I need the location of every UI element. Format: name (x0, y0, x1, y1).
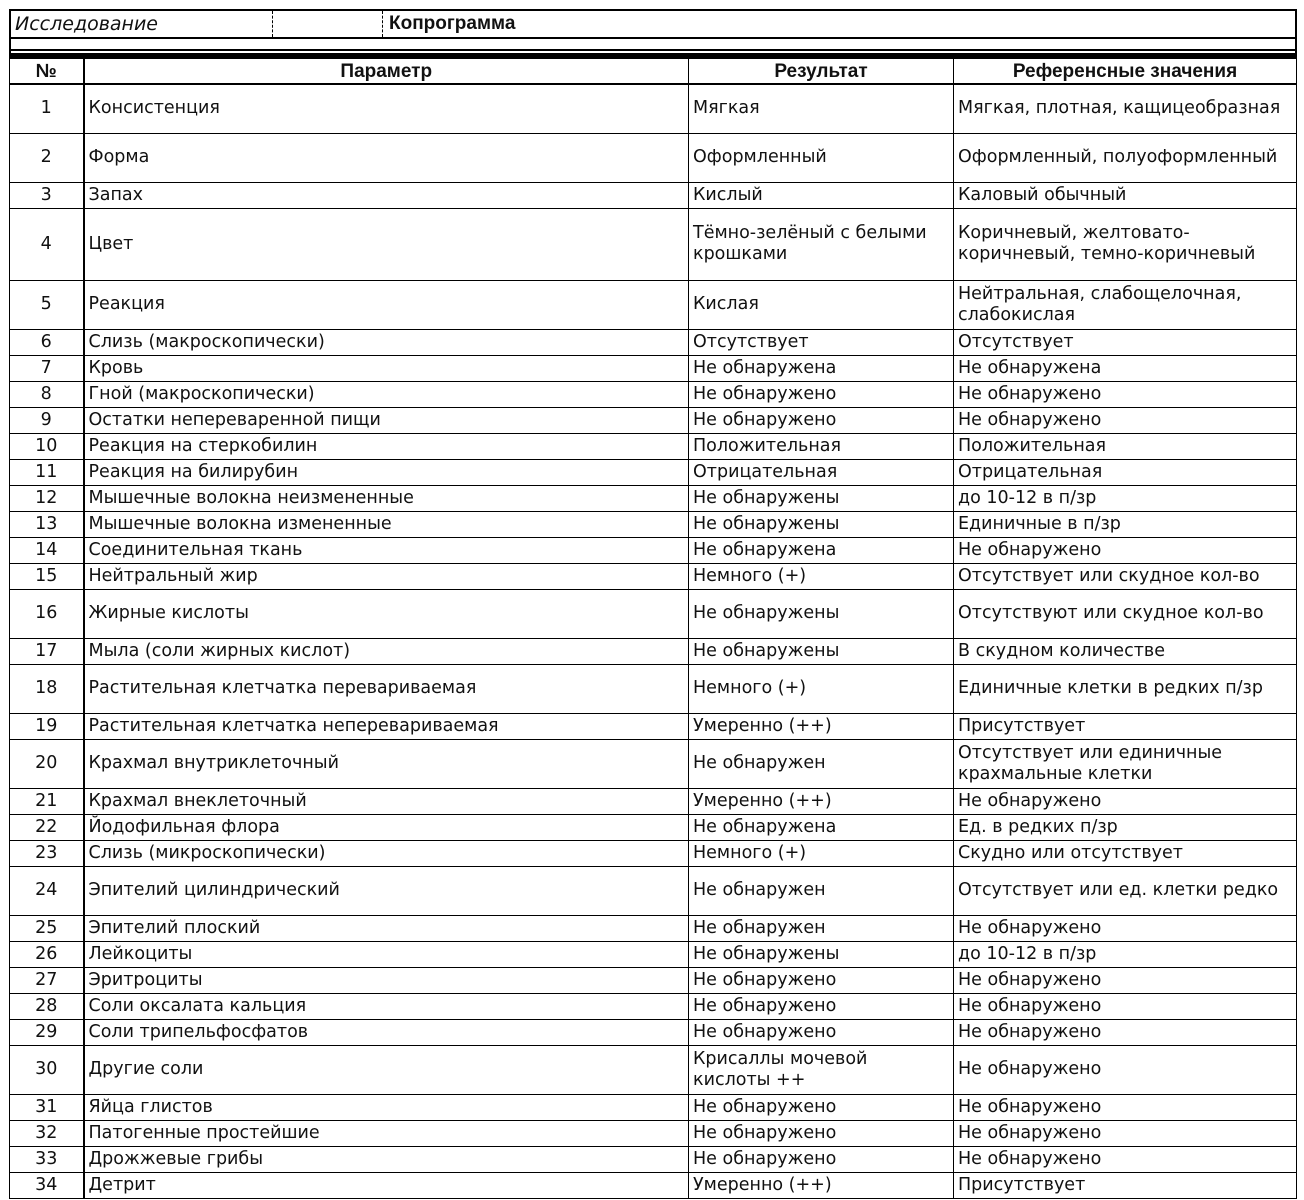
row-number: 4 (10, 208, 84, 280)
row-reference: Отсутствует (954, 329, 1297, 355)
row-parameter: Растительная клетчатка неперевариваемая (84, 713, 689, 739)
row-number: 33 (10, 1146, 84, 1172)
row-reference: Не обнаружено (954, 537, 1297, 563)
row-parameter: Консистенция (84, 84, 689, 133)
row-parameter: Соединительная ткань (84, 537, 689, 563)
row-number: 5 (10, 280, 84, 329)
row-parameter: Нейтральный жир (84, 563, 689, 589)
row-result: Не обнаружены (689, 589, 954, 638)
row-parameter: Мыла (соли жирных кислот) (84, 638, 689, 664)
header-spacer-row (11, 39, 1295, 51)
row-parameter: Жирные кислоты (84, 589, 689, 638)
row-reference: Единичные в п/зр (954, 511, 1297, 537)
table-row (10, 1146, 1297, 1172)
row-reference: Не обнаружено (954, 1120, 1297, 1146)
row-result: Не обнаружено (689, 1019, 954, 1045)
table-row (10, 511, 1297, 537)
row-result: Не обнаружены (689, 485, 954, 511)
table-row (10, 788, 1297, 814)
row-parameter: Крахмал внеклеточный (84, 788, 689, 814)
row-number: 20 (10, 739, 84, 788)
row-parameter: Остатки непереваренной пищи (84, 407, 689, 433)
row-reference: Не обнаружено (954, 1146, 1297, 1172)
row-reference: Ед. в редких п/зр (954, 814, 1297, 840)
row-parameter: Яйца глистов (84, 1094, 689, 1120)
table-row (10, 433, 1297, 459)
row-result: Немного (+) (689, 563, 954, 589)
table-row (10, 280, 1297, 329)
row-parameter: Растительная клетчатка перевариваемая (84, 664, 689, 713)
row-parameter: Реакция на стеркобилин (84, 433, 689, 459)
table-row (10, 537, 1297, 563)
row-result: Не обнаружена (689, 537, 954, 563)
table-row (10, 967, 1297, 993)
header-row (11, 11, 1295, 39)
row-parameter: Кровь (84, 355, 689, 381)
row-reference: В скудном количестве (954, 638, 1297, 664)
table-row (10, 563, 1297, 589)
row-reference: Не обнаружено (954, 967, 1297, 993)
row-reference: до 10-12 в п/зр (954, 941, 1297, 967)
table-row (10, 840, 1297, 866)
row-result: Оформленный (689, 133, 954, 182)
row-reference: Присутствует (954, 1172, 1297, 1198)
row-reference: Отрицательная (954, 459, 1297, 485)
row-result: Не обнаружено (689, 1094, 954, 1120)
row-number: 1 (10, 84, 84, 133)
row-result: Не обнаружено (689, 993, 954, 1019)
row-result: Не обнаружено (689, 407, 954, 433)
row-reference: Оформленный, полуоформленный (954, 133, 1297, 182)
table-row (10, 182, 1297, 208)
row-reference: Отсутствуют или скудное кол-во (954, 589, 1297, 638)
row-number: 24 (10, 866, 84, 915)
row-number: 6 (10, 329, 84, 355)
row-reference: Нейтральная, слабощелочная, слабокислая (954, 280, 1297, 329)
row-parameter: Детрит (84, 1172, 689, 1198)
row-result: Не обнаружен (689, 739, 954, 788)
row-reference: Не обнаружено (954, 1019, 1297, 1045)
row-parameter: Реакция (84, 280, 689, 329)
row-result: Не обнаружены (689, 638, 954, 664)
row-reference: Мягкая, плотная, кащицеобразная (954, 84, 1297, 133)
row-reference: Не обнаружено (954, 1094, 1297, 1120)
row-parameter: Эритроциты (84, 967, 689, 993)
row-result: Мягкая (689, 84, 954, 133)
row-parameter: Слизь (микроскопически) (84, 840, 689, 866)
row-reference: Не обнаружено (954, 993, 1297, 1019)
row-number: 10 (10, 433, 84, 459)
table-row (10, 589, 1297, 638)
row-number: 32 (10, 1120, 84, 1146)
row-reference: Не обнаружено (954, 381, 1297, 407)
row-parameter: Соли трипельфосфатов (84, 1019, 689, 1045)
row-result: Не обнаружено (689, 381, 954, 407)
table-row (10, 485, 1297, 511)
row-parameter: Соли оксалата кальция (84, 993, 689, 1019)
table-row (10, 638, 1297, 664)
row-result: Крисаллы мочевой кислоты ++ (689, 1045, 954, 1094)
row-result: Умеренно (++) (689, 1172, 954, 1198)
row-reference: Не обнаружено (954, 915, 1297, 941)
table-row (10, 407, 1297, 433)
row-number: 30 (10, 1045, 84, 1094)
row-reference: Не обнаружено (954, 788, 1297, 814)
table-row (10, 84, 1297, 133)
row-parameter: Гной (макроскопически) (84, 381, 689, 407)
table-row (10, 915, 1297, 941)
row-number: 8 (10, 381, 84, 407)
table-row (10, 1045, 1297, 1094)
row-reference: Не обнаружено (954, 407, 1297, 433)
row-parameter: Другие соли (84, 1045, 689, 1094)
row-reference: Отсутствует или ед. клетки редко (954, 866, 1297, 915)
table-row (10, 941, 1297, 967)
row-reference: Скудно или отсутствует (954, 840, 1297, 866)
row-number: 17 (10, 638, 84, 664)
column-header-result: Результат (689, 58, 954, 84)
row-number: 12 (10, 485, 84, 511)
row-parameter: Реакция на билирубин (84, 459, 689, 485)
row-number: 23 (10, 840, 84, 866)
row-result: Тёмно-зелёный с белыми крошками (689, 208, 954, 280)
row-parameter: Мышечные волокна неизмененные (84, 485, 689, 511)
row-number: 28 (10, 993, 84, 1019)
table-row (10, 459, 1297, 485)
column-header-parameter: Параметр (84, 58, 689, 84)
table-header-row (10, 58, 1297, 84)
row-reference: Не обнаружена (954, 355, 1297, 381)
row-result: Не обнаружен (689, 866, 954, 915)
table-row (10, 208, 1297, 280)
row-parameter: Эпителий цилиндрический (84, 866, 689, 915)
row-parameter: Мышечные волокна измененные (84, 511, 689, 537)
row-reference: до 10-12 в п/зр (954, 485, 1297, 511)
table-row (10, 381, 1297, 407)
table-row (10, 355, 1297, 381)
table-row (10, 1094, 1297, 1120)
table-row (10, 739, 1297, 788)
row-number: 27 (10, 967, 84, 993)
results-table (9, 57, 1297, 1199)
header-gap-row (11, 51, 1295, 55)
coprogram-sheet (9, 9, 1297, 1199)
row-result: Положительная (689, 433, 954, 459)
row-result: Не обнаружены (689, 941, 954, 967)
row-result: Немного (+) (689, 840, 954, 866)
row-result: Отсутствует (689, 329, 954, 355)
table-row (10, 713, 1297, 739)
table-row (10, 993, 1297, 1019)
row-number: 13 (10, 511, 84, 537)
column-header-reference: Референсные значения (954, 58, 1297, 84)
row-result: Не обнаружен (689, 915, 954, 941)
row-number: 19 (10, 713, 84, 739)
row-parameter: Запах (84, 182, 689, 208)
row-result: Умеренно (++) (689, 788, 954, 814)
study-label: Исследование (11, 11, 273, 37)
study-title: Копрограмма (389, 13, 516, 34)
row-parameter: Крахмал внутриклеточный (84, 739, 689, 788)
row-number: 18 (10, 664, 84, 713)
row-result: Кислый (689, 182, 954, 208)
table-row (10, 866, 1297, 915)
table-row (10, 1120, 1297, 1146)
row-number: 9 (10, 407, 84, 433)
row-result: Немного (+) (689, 664, 954, 713)
row-parameter: Патогенные простейшие (84, 1120, 689, 1146)
row-reference: Отсутствует или единичные крахмальные клетки (954, 739, 1297, 788)
row-number: 31 (10, 1094, 84, 1120)
table-row (10, 664, 1297, 713)
row-number: 26 (10, 941, 84, 967)
table-row (10, 1019, 1297, 1045)
row-result: Не обнаружена (689, 814, 954, 840)
row-reference: Каловый обычный (954, 182, 1297, 208)
row-parameter: Йодофильная флора (84, 814, 689, 840)
row-result: Не обнаружено (689, 967, 954, 993)
row-parameter: Дрожжевые грибы (84, 1146, 689, 1172)
row-parameter: Лейкоциты (84, 941, 689, 967)
row-result: Не обнаружено (689, 1120, 954, 1146)
row-result: Умеренно (++) (689, 713, 954, 739)
table-row (10, 814, 1297, 840)
row-number: 11 (10, 459, 84, 485)
table-row (10, 1172, 1297, 1198)
row-number: 34 (10, 1172, 84, 1198)
table-body (10, 84, 1297, 1198)
row-result: Не обнаружено (689, 1146, 954, 1172)
row-reference: Положительная (954, 433, 1297, 459)
row-number: 21 (10, 788, 84, 814)
row-reference: Единичные клетки в редких п/зр (954, 664, 1297, 713)
row-number: 14 (10, 537, 84, 563)
row-number: 22 (10, 814, 84, 840)
row-number: 29 (10, 1019, 84, 1045)
row-parameter: Слизь (макроскопически) (84, 329, 689, 355)
header-frame (9, 9, 1297, 57)
row-parameter: Цвет (84, 208, 689, 280)
row-number: 7 (10, 355, 84, 381)
row-number: 25 (10, 915, 84, 941)
table-row (10, 133, 1297, 182)
row-result: Отрицательная (689, 459, 954, 485)
row-number: 15 (10, 563, 84, 589)
row-reference: Отсутствует или скудное кол-во (954, 563, 1297, 589)
table-row (10, 329, 1297, 355)
row-result: Кислая (689, 280, 954, 329)
column-header-number: № (10, 58, 84, 84)
row-number: 2 (10, 133, 84, 182)
row-result: Не обнаружена (689, 355, 954, 381)
row-number: 16 (10, 589, 84, 638)
row-parameter: Форма (84, 133, 689, 182)
row-reference: Присутствует (954, 713, 1297, 739)
row-number: 3 (10, 182, 84, 208)
header-spacer-cell (273, 11, 383, 37)
row-result: Не обнаружены (689, 511, 954, 537)
row-reference: Коричневый, желтовато-коричневый, темно-коричневый (954, 208, 1297, 280)
row-reference: Не обнаружено (954, 1045, 1297, 1094)
row-parameter: Эпителий плоский (84, 915, 689, 941)
